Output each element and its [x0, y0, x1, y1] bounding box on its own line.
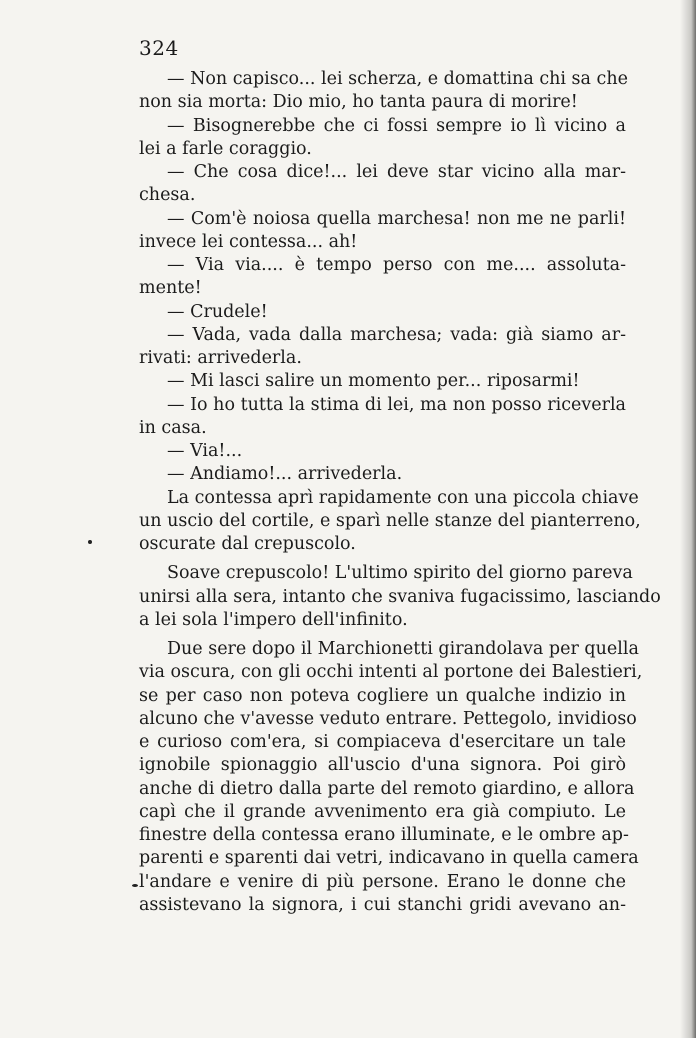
text-line: assistevano la signora, i cui stanchi gridi avevano an-: [139, 894, 626, 915]
text-line: capì che il grande avvenimento era già compiuto. Le: [139, 801, 626, 822]
body-text: [139, 68, 661, 917]
text-line: non sia morta: Dio mio, ho tanta paura di morire!: [139, 92, 578, 113]
text-line: — Via!...: [167, 441, 243, 461]
text-line: finestre della contessa erano illuminate, e le ombre ap-: [139, 825, 629, 845]
text-line: — Mi lasci salire un momento per... riposarmi!: [167, 371, 580, 392]
text-line: se per caso non poteva cogliere un qualche indizio in: [139, 685, 626, 706]
text-line: oscurate dal crepuscolo.: [139, 534, 356, 554]
margin-mark: [132, 884, 138, 887]
page-number: 324: [139, 36, 179, 60]
text-line: — Io ho tutta la stima di lei, ma non posso riceverla: [167, 394, 626, 415]
text-line: — Non capisco... lei scherza, e domattina chi sa che: [167, 69, 628, 89]
text-line: — Via via.... è tempo perso con me.... assoluta-: [167, 255, 626, 275]
text-line: — Com'è noiosa quella marchesa! non me ne parli!: [167, 208, 626, 229]
text-line: — Vada, vada dalla marchesa; vada: già siamo ar-: [167, 324, 626, 345]
text-line: invece lei contessa... ah!: [139, 231, 358, 252]
text-line: Due sere dopo il Marchionetti girandolava per quella: [167, 639, 639, 659]
text-line: ignobile spionaggio all'uscio d'una signora. Poi girò: [139, 755, 626, 776]
text-line: — Che cosa dice!... lei deve star vicino alla mar-: [167, 162, 626, 182]
text-line: l'andare e venire di più persone. Erano le donne che: [139, 871, 626, 892]
text-line: Soave crepuscolo! L'ultimo spirito del giorno pareva: [167, 563, 633, 584]
text-line: e curioso com'era, si compiaceva d'esercitare un tale: [139, 732, 626, 752]
margin-mark: [88, 540, 92, 544]
text-line: un uscio del cortile, e sparì nelle stanze del pianterreno,: [139, 510, 641, 531]
text-line: a lei sola l'impero dell'infinito.: [139, 609, 408, 630]
text-line: rivati: arrivederla.: [139, 348, 302, 368]
text-line: unirsi alla sera, intanto che svaniva fugacissimo, lasciando: [139, 586, 661, 607]
text-line: — Andiamo!... arrivederla.: [167, 464, 403, 485]
text-line: anche di dietro dalla parte del remoto giardino, e allora: [139, 778, 635, 799]
text-line: alcuno che v'avesse veduto entrare. Pettegolo, invidioso: [139, 708, 637, 729]
text-line: lei a farle coraggio.: [139, 138, 312, 159]
page-edge-shadow: [680, 0, 696, 1038]
text-line: parenti e sparenti dai vetri, indicavano in quella camera: [139, 848, 639, 869]
text-line: in casa.: [139, 417, 207, 438]
text-line: — Bisognerebbe che ci fossi sempre io lì vicino a: [167, 115, 626, 136]
text-line: via oscura, con gli occhi intenti al portone dei Balestieri,: [139, 662, 643, 683]
text-line: mente!: [139, 278, 202, 299]
text-line: — Crudele!: [167, 301, 268, 322]
text-line: chesa.: [139, 185, 196, 206]
text-line: La contessa aprì rapidamente con una piccola chiave: [167, 487, 639, 508]
